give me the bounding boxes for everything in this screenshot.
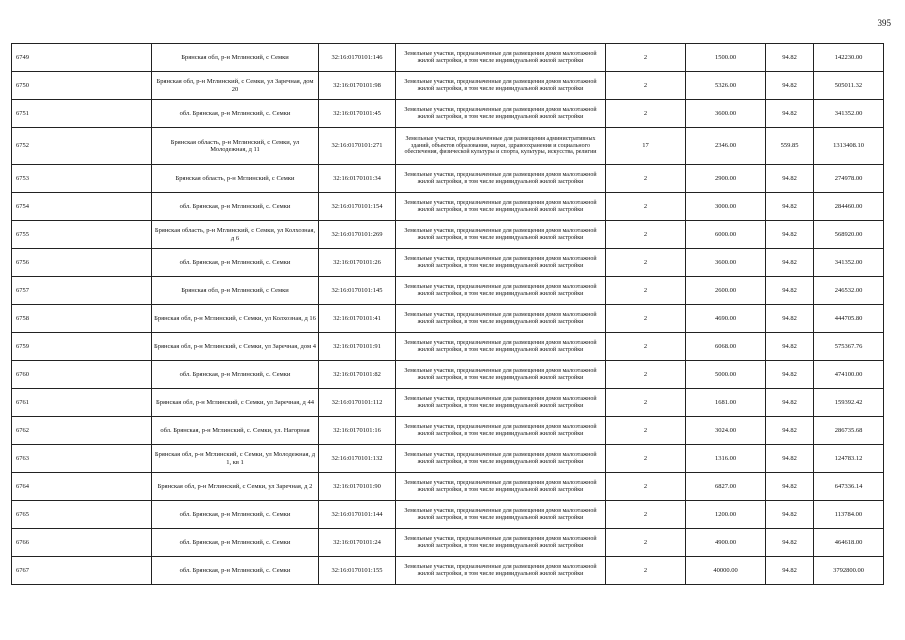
group-number-cell: 2 <box>606 277 686 305</box>
specific-value-cell: 94.82 <box>766 165 814 193</box>
group-number-cell: 2 <box>606 417 686 445</box>
cadastral-value-cell: 113784.00 <box>814 501 884 529</box>
area-cell: 6068.00 <box>686 333 766 361</box>
specific-value-cell: 94.82 <box>766 529 814 557</box>
land-use-purpose-cell: Земельные участки, предназначенные для размещения административных зданий, объектов образования, науки, здравоохранения и социального обеспечения, физической культуры и спорта, культуры, искусства, религии <box>396 128 606 165</box>
address-cell: Брянская обл, р-н Мглинский, с Семки, ул Колхозная, д 16 <box>152 305 319 333</box>
cadastral-value-cell: 647336.14 <box>814 473 884 501</box>
group-number-cell: 2 <box>606 445 686 473</box>
land-use-purpose-cell: Земельные участки, предназначенные для размещения домов малоэтажной жилой застройки, в том числе индивидуальной жилой застройки <box>396 417 606 445</box>
group-number-cell: 2 <box>606 221 686 249</box>
land-use-purpose-cell: Земельные участки, предназначенные для размещения домов малоэтажной жилой застройки, в том числе индивидуальной жилой застройки <box>396 361 606 389</box>
area-cell: 1316.00 <box>686 445 766 473</box>
table-row <box>12 249 884 277</box>
area-cell: 2900.00 <box>686 165 766 193</box>
cadastral-value-cell: 246532.00 <box>814 277 884 305</box>
specific-value-cell: 94.82 <box>766 333 814 361</box>
row-number-cell: 6753 <box>12 165 152 193</box>
table-row <box>12 221 884 249</box>
table-row <box>12 417 884 445</box>
cadastral-number-cell: 32:16:0170101:271 <box>319 128 396 165</box>
cadastral-number-cell: 32:16:0170101:16 <box>319 417 396 445</box>
land-use-purpose-cell: Земельные участки, предназначенные для размещения домов малоэтажной жилой застройки, в том числе индивидуальной жилой застройки <box>396 72 606 100</box>
group-number-cell: 2 <box>606 100 686 128</box>
land-use-purpose-cell: Земельные участки, предназначенные для размещения домов малоэтажной жилой застройки, в том числе индивидуальной жилой застройки <box>396 221 606 249</box>
land-use-purpose-cell: Земельные участки, предназначенные для размещения домов малоэтажной жилой застройки, в том числе индивидуальной жилой застройки <box>396 389 606 417</box>
land-use-purpose-cell: Земельные участки, предназначенные для размещения домов малоэтажной жилой застройки, в том числе индивидуальной жилой застройки <box>396 445 606 473</box>
address-cell: Брянская обл, р-н Мглинский, с Семки, ул Молодежная, д 1, кв 1 <box>152 445 319 473</box>
area-cell: 3600.00 <box>686 249 766 277</box>
group-number-cell: 2 <box>606 557 686 585</box>
area-cell: 3000.00 <box>686 193 766 221</box>
address-cell: обл. Брянская, р-н Мглинский, с. Семки <box>152 100 319 128</box>
row-number-cell: 6752 <box>12 128 152 165</box>
cadastral-value-cell: 444705.80 <box>814 305 884 333</box>
specific-value-cell: 94.82 <box>766 501 814 529</box>
group-number-cell: 2 <box>606 333 686 361</box>
table-row <box>12 473 884 501</box>
address-cell: обл. Брянская, р-н Мглинский, с. Семки <box>152 361 319 389</box>
group-number-cell: 2 <box>606 473 686 501</box>
group-number-cell: 2 <box>606 501 686 529</box>
specific-value-cell: 94.82 <box>766 445 814 473</box>
row-number-cell: 6750 <box>12 72 152 100</box>
specific-value-cell: 94.82 <box>766 557 814 585</box>
area-cell: 4900.00 <box>686 529 766 557</box>
group-number-cell: 2 <box>606 44 686 72</box>
row-number-cell: 6760 <box>12 361 152 389</box>
group-number-cell: 17 <box>606 128 686 165</box>
land-use-purpose-cell: Земельные участки, предназначенные для размещения домов малоэтажной жилой застройки, в том числе индивидуальной жилой застройки <box>396 277 606 305</box>
group-number-cell: 2 <box>606 165 686 193</box>
table-row <box>12 389 884 417</box>
row-number-cell: 6766 <box>12 529 152 557</box>
cadastral-number-cell: 32:16:0170101:26 <box>319 249 396 277</box>
cadastral-value-table <box>11 43 884 585</box>
table-body <box>12 44 884 585</box>
area-cell: 5000.00 <box>686 361 766 389</box>
specific-value-cell: 94.82 <box>766 473 814 501</box>
specific-value-cell: 94.82 <box>766 72 814 100</box>
group-number-cell: 2 <box>606 305 686 333</box>
specific-value-cell: 94.82 <box>766 389 814 417</box>
address-cell: Брянская обл, р-н Мглинский, с Семки, ул Заречная, дом 4 <box>152 333 319 361</box>
group-number-cell: 2 <box>606 361 686 389</box>
row-number-cell: 6751 <box>12 100 152 128</box>
row-number-cell: 6762 <box>12 417 152 445</box>
cadastral-value-cell: 142230.00 <box>814 44 884 72</box>
table-row <box>12 361 884 389</box>
cadastral-value-cell: 341352.00 <box>814 100 884 128</box>
page-number: 395 <box>877 18 891 28</box>
specific-value-cell: 94.82 <box>766 305 814 333</box>
cadastral-number-cell: 32:16:0170101:112 <box>319 389 396 417</box>
cadastral-value-cell: 575367.76 <box>814 333 884 361</box>
specific-value-cell: 94.82 <box>766 417 814 445</box>
land-use-purpose-cell: Земельные участки, предназначенные для размещения домов малоэтажной жилой застройки, в том числе индивидуальной жилой застройки <box>396 44 606 72</box>
address-cell: обл. Брянская, р-н Мглинский, с. Семки <box>152 249 319 277</box>
cadastral-value-cell: 286735.68 <box>814 417 884 445</box>
cadastral-number-cell: 32:16:0170101:24 <box>319 529 396 557</box>
cadastral-number-cell: 32:16:0170101:41 <box>319 305 396 333</box>
row-number-cell: 6756 <box>12 249 152 277</box>
table-row <box>12 193 884 221</box>
table-row <box>12 305 884 333</box>
table-row <box>12 557 884 585</box>
group-number-cell: 2 <box>606 193 686 221</box>
cadastral-number-cell: 32:16:0170101:145 <box>319 277 396 305</box>
table-row <box>12 529 884 557</box>
area-cell: 3024.00 <box>686 417 766 445</box>
land-use-purpose-cell: Земельные участки, предназначенные для размещения домов малоэтажной жилой застройки, в том числе индивидуальной жилой застройки <box>396 473 606 501</box>
table-row <box>12 445 884 473</box>
cadastral-number-cell: 32:16:0170101:82 <box>319 361 396 389</box>
table-row <box>12 333 884 361</box>
cadastral-number-cell: 32:16:0170101:146 <box>319 44 396 72</box>
row-number-cell: 6755 <box>12 221 152 249</box>
table-row <box>12 128 884 165</box>
cadastral-number-cell: 32:16:0170101:45 <box>319 100 396 128</box>
cadastral-value-cell: 124783.12 <box>814 445 884 473</box>
cadastral-number-cell: 32:16:0170101:98 <box>319 72 396 100</box>
address-cell: Брянская область, р-н Мглинский, с Семки, ул Колхозная, д 6 <box>152 221 319 249</box>
row-number-cell: 6749 <box>12 44 152 72</box>
land-use-purpose-cell: Земельные участки, предназначенные для размещения домов малоэтажной жилой застройки, в том числе индивидуальной жилой застройки <box>396 529 606 557</box>
cadastral-value-cell: 284460.00 <box>814 193 884 221</box>
specific-value-cell: 94.82 <box>766 221 814 249</box>
cadastral-number-cell: 32:16:0170101:155 <box>319 557 396 585</box>
cadastral-number-cell: 32:16:0170101:90 <box>319 473 396 501</box>
specific-value-cell: 94.82 <box>766 277 814 305</box>
cadastral-value-cell: 568920.00 <box>814 221 884 249</box>
area-cell: 1500.00 <box>686 44 766 72</box>
group-number-cell: 2 <box>606 389 686 417</box>
row-number-cell: 6765 <box>12 501 152 529</box>
land-use-purpose-cell: Земельные участки, предназначенные для размещения домов малоэтажной жилой застройки, в том числе индивидуальной жилой застройки <box>396 100 606 128</box>
area-cell: 6827.00 <box>686 473 766 501</box>
cadastral-value-cell: 474100.00 <box>814 361 884 389</box>
row-number-cell: 6767 <box>12 557 152 585</box>
table-row <box>12 44 884 72</box>
address-cell: обл. Брянская, р-н Мглинский, с. Семки, ул. Нагорная <box>152 417 319 445</box>
cadastral-value-cell: 159392.42 <box>814 389 884 417</box>
address-cell: обл. Брянская, р-н Мглинский, с. Семки <box>152 193 319 221</box>
table-row <box>12 72 884 100</box>
area-cell: 2346.00 <box>686 128 766 165</box>
area-cell: 5326.00 <box>686 72 766 100</box>
cadastral-value-cell: 341352.00 <box>814 249 884 277</box>
cadastral-number-cell: 32:16:0170101:34 <box>319 165 396 193</box>
row-number-cell: 6754 <box>12 193 152 221</box>
cadastral-value-cell: 464618.00 <box>814 529 884 557</box>
area-cell: 2600.00 <box>686 277 766 305</box>
group-number-cell: 2 <box>606 249 686 277</box>
land-use-purpose-cell: Земельные участки, предназначенные для размещения домов малоэтажной жилой застройки, в том числе индивидуальной жилой застройки <box>396 249 606 277</box>
address-cell: Брянская обл, р-н Мглинский, с Семки <box>152 277 319 305</box>
specific-value-cell: 559.85 <box>766 128 814 165</box>
table-row <box>12 100 884 128</box>
row-number-cell: 6764 <box>12 473 152 501</box>
area-cell: 1681.00 <box>686 389 766 417</box>
cadastral-value-cell: 274978.00 <box>814 165 884 193</box>
cadastral-value-cell: 1313408.10 <box>814 128 884 165</box>
table-row <box>12 501 884 529</box>
area-cell: 40000.00 <box>686 557 766 585</box>
specific-value-cell: 94.82 <box>766 100 814 128</box>
table-row <box>12 165 884 193</box>
area-cell: 3600.00 <box>686 100 766 128</box>
cadastral-number-cell: 32:16:0170101:269 <box>319 221 396 249</box>
specific-value-cell: 94.82 <box>766 249 814 277</box>
cadastral-number-cell: 32:16:0170101:132 <box>319 445 396 473</box>
address-cell: Брянская обл, р-н Мглинский, с Семки <box>152 44 319 72</box>
area-cell: 6000.00 <box>686 221 766 249</box>
row-number-cell: 6763 <box>12 445 152 473</box>
land-use-purpose-cell: Земельные участки, предназначенные для размещения домов малоэтажной жилой застройки, в том числе индивидуальной жилой застройки <box>396 165 606 193</box>
land-use-purpose-cell: Земельные участки, предназначенные для размещения домов малоэтажной жилой застройки, в том числе индивидуальной жилой застройки <box>396 333 606 361</box>
cadastral-number-cell: 32:16:0170101:154 <box>319 193 396 221</box>
address-cell: обл. Брянская, р-н Мглинский, с. Семки <box>152 557 319 585</box>
address-cell: Брянская обл, р-н Мглинский, с Семки, ул Заречная, д 44 <box>152 389 319 417</box>
specific-value-cell: 94.82 <box>766 193 814 221</box>
address-cell: Брянская область, р-н Мглинский, с Семки, ул Молодежная, д 11 <box>152 128 319 165</box>
group-number-cell: 2 <box>606 72 686 100</box>
address-cell: Брянская обл, р-н Мглинский, с Семки, ул Заречная, д 2 <box>152 473 319 501</box>
cadastral-value-cell: 3792800.00 <box>814 557 884 585</box>
address-cell: Брянская область, р-н Мглинский, с Семки <box>152 165 319 193</box>
area-cell: 4690.00 <box>686 305 766 333</box>
address-cell: обл. Брянская, р-н Мглинский, с. Семки <box>152 529 319 557</box>
specific-value-cell: 94.82 <box>766 361 814 389</box>
cadastral-number-cell: 32:16:0170101:144 <box>319 501 396 529</box>
land-use-purpose-cell: Земельные участки, предназначенные для размещения домов малоэтажной жилой застройки, в том числе индивидуальной жилой застройки <box>396 193 606 221</box>
address-cell: обл. Брянская, р-н Мглинский, с. Семки <box>152 501 319 529</box>
row-number-cell: 6758 <box>12 305 152 333</box>
row-number-cell: 6757 <box>12 277 152 305</box>
cadastral-number-cell: 32:16:0170101:91 <box>319 333 396 361</box>
address-cell: Брянская обл, р-н Мглинский, с Семки, ул Заречная, дом 20 <box>152 72 319 100</box>
specific-value-cell: 94.82 <box>766 44 814 72</box>
row-number-cell: 6759 <box>12 333 152 361</box>
table-row <box>12 277 884 305</box>
area-cell: 1200.00 <box>686 501 766 529</box>
land-use-purpose-cell: Земельные участки, предназначенные для размещения домов малоэтажной жилой застройки, в том числе индивидуальной жилой застройки <box>396 305 606 333</box>
land-use-purpose-cell: Земельные участки, предназначенные для размещения домов малоэтажной жилой застройки, в том числе индивидуальной жилой застройки <box>396 557 606 585</box>
row-number-cell: 6761 <box>12 389 152 417</box>
cadastral-value-cell: 505011.32 <box>814 72 884 100</box>
land-use-purpose-cell: Земельные участки, предназначенные для размещения домов малоэтажной жилой застройки, в том числе индивидуальной жилой застройки <box>396 501 606 529</box>
group-number-cell: 2 <box>606 529 686 557</box>
